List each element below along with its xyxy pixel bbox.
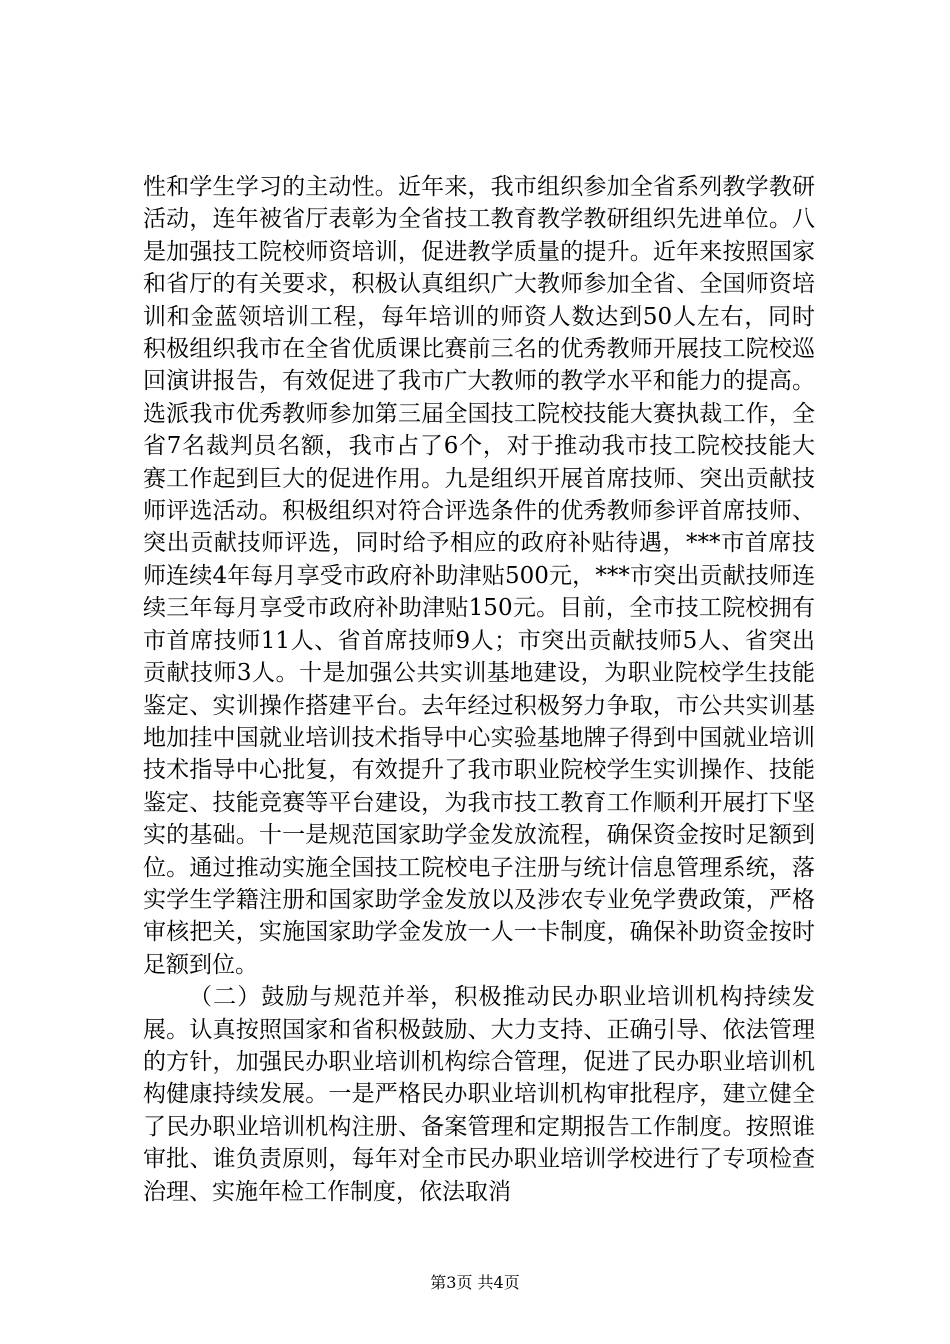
body-paragraph-2: （二）鼓励与规范并举，积极推动民办职业培训机构持续发展。认真按照国家和省积极鼓励、大力支持、正确引导、依法管理的方针，加强民办职业培训机构综合管理，促进了民办职业培训机构健康持续发展。一是严格民办职业培训机构审批程序，建立健全了民办职业培训机构注册、备案管理和定期报告工作制度。按照谁审批、谁负责原则，每年对全市民办职业培训学校进行了专项检查治理、实施年检工作制度，依法取消 <box>143 984 815 1205</box>
page-number-footer: 第3页 共4页 <box>430 1273 520 1292</box>
document-body <box>143 171 815 1208</box>
body-paragraph-1: 性和学生学习的主动性。近年来，我市组织参加全省系列教学教研活动，连年被省厅表彰为全省技工教育教学教研组织先进单位。八是加强技工院校师资培训，促进教学质量的提升。近年来按照国家和省厅的有关要求，积极认真组织广大教师参加全省、全国师资培训和金蓝领培训工程，每年培训的师资人数达到50人左右，同时积极组织我市在全省优质课比赛前三名的优秀教师开展技工院校巡回演讲报告，有效促进了我市广大教师的教学水平和能力的提高。选派我市优秀教师参加第三届全国技工院校技能大赛执裁工作，全省7名裁判员名额，我市占了6个，对于推动我市技工院校技能大赛工作起到巨大的促进作用。九是组织开展首席技师、突出贡献技师评选活动。积极组织对符合评选条件的优秀教师参评首席技师、突出贡献技师评选，同时给予相应的政府补贴待遇，***市首席技师连续4年每月享受市政府补助津贴500元，***市突出贡献技师连续三年每月享受市政府补助津贴150元。目前，全市技工院校拥有市首席技师11人、省首席技师9人；市突出贡献技师5人、省突出贡献技师3人。十是加强公共实训基地建设，为职业院校学生技能鉴定、实训操作搭建平台。去年经过积极努力争取，市公共实训基地加挂中国就业培训技术指导中心实验基地牌子得到中国就业培训技术指导中心批复，有效提升了我市职业院校学生实训操作、技能鉴定、技能竞赛等平台建设，为我市技工教育工作顺利开展打下坚实的基础。十一是规范国家助学金发放流程，确保资金按时足额到位。通过推动实施全国技工院校电子注册与统计信息管理系统，落实学生学籍注册和国家助学金发放以及涉农专业免学费政策，严格审核把关，实施国家助学金发放一人一卡制度，确保补助资金按时足额到位。 <box>143 174 815 978</box>
